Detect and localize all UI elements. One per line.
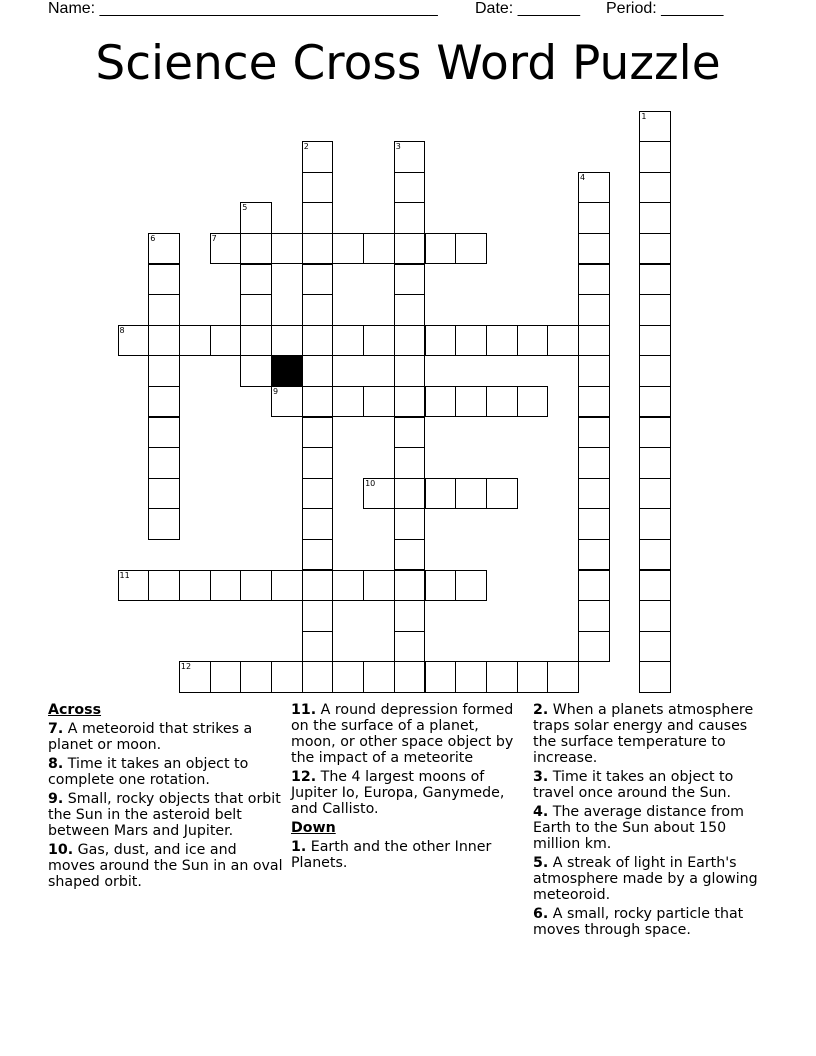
grid-cell[interactable] [486, 661, 518, 693]
grid-cell[interactable] [639, 264, 671, 296]
grid-cell[interactable] [639, 141, 671, 173]
grid-cell[interactable] [302, 294, 334, 326]
period-field[interactable]: Period: _______ [606, 0, 724, 17]
grid-cell[interactable] [578, 417, 610, 449]
grid-cell[interactable] [639, 539, 671, 571]
grid-cell[interactable] [455, 661, 487, 693]
grid-cell[interactable] [578, 478, 610, 510]
across-clue-list-continued [291, 702, 527, 817]
grid-cell[interactable] [425, 386, 457, 418]
grid-cell[interactable] [639, 631, 671, 663]
clue-number: 3 [395, 142, 401, 152]
grid-cell[interactable] [394, 447, 426, 479]
grid-cell[interactable] [118, 325, 150, 357]
clue-item-number: 12. [291, 769, 317, 785]
grid-cell[interactable] [394, 478, 426, 510]
grid-cell[interactable] [394, 202, 426, 234]
grid-cell[interactable] [302, 264, 334, 296]
clue-item-text: A small, rocky particle that moves through space. [533, 906, 744, 938]
grid-cell[interactable] [394, 172, 426, 204]
grid-cell[interactable] [639, 325, 671, 357]
grid-cell[interactable] [148, 570, 180, 602]
grid-cell[interactable] [240, 325, 272, 357]
clue-item-text: The average distance from Earth to the Sun about 150 million km. [533, 804, 744, 852]
grid-cell[interactable] [240, 233, 272, 265]
grid-cell[interactable] [148, 294, 180, 326]
grid-cell[interactable] [639, 294, 671, 326]
grid-cell[interactable] [425, 661, 457, 693]
grid-cell[interactable] [394, 264, 426, 296]
grid-cell[interactable] [578, 570, 610, 602]
clue-item-number: 4. [533, 804, 549, 820]
clues-column-1 [48, 702, 284, 893]
clues-column-2 [291, 702, 527, 874]
grid-cell[interactable] [425, 570, 457, 602]
clue-item [48, 756, 284, 788]
page-title: Science Cross Word Puzzle [95, 36, 721, 91]
grid-cell[interactable] [271, 386, 303, 418]
grid-cell[interactable] [332, 570, 364, 602]
grid-cell[interactable] [118, 570, 150, 602]
clue-item [48, 842, 284, 890]
down-clue-list-continued [533, 702, 773, 938]
grid-cell[interactable] [302, 202, 334, 234]
grid-cell[interactable] [455, 570, 487, 602]
clue-number: 7 [211, 233, 217, 243]
grid-cell[interactable] [639, 233, 671, 265]
clue-item-text: A round depression formed on the surface of a planet, moon, or other space object by the impact of a meteorite [291, 702, 514, 766]
down-heading: Down [291, 820, 336, 836]
grid-cell[interactable] [394, 325, 426, 357]
grid-cell[interactable] [148, 233, 180, 265]
grid-cell[interactable] [302, 325, 334, 357]
grid-cell[interactable] [394, 233, 426, 265]
clue-item [533, 769, 773, 801]
grid-cell[interactable] [332, 325, 364, 357]
grid-cell[interactable] [240, 294, 272, 326]
grid-cell[interactable] [302, 631, 334, 663]
grid-cell[interactable] [394, 661, 426, 693]
grid-cell[interactable] [639, 417, 671, 449]
grid-cell[interactable] [302, 417, 334, 449]
clue-number: 8 [119, 325, 125, 335]
grid-cell[interactable] [210, 570, 242, 602]
clue-item-number: 6. [533, 906, 549, 922]
grid-cell[interactable] [394, 570, 426, 602]
grid-cell[interactable] [271, 570, 303, 602]
grid-cell[interactable] [179, 661, 211, 693]
clue-item-number: 9. [48, 791, 64, 807]
grid-cell[interactable] [578, 294, 610, 326]
grid-cell[interactable] [547, 325, 579, 357]
clue-number: 9 [273, 386, 279, 396]
grid-cell[interactable] [578, 539, 610, 571]
grid-cell[interactable] [639, 202, 671, 234]
grid-cell[interactable] [240, 202, 272, 234]
clue-item-text: Time it takes an object to travel once around the Sun. [533, 769, 734, 801]
clue-item-number: 8. [48, 756, 64, 772]
clue-item [533, 855, 773, 903]
clue-item-text: Time it takes an object to complete one rotation. [48, 756, 249, 788]
grid-cell[interactable] [210, 325, 242, 357]
clue-item [533, 906, 773, 938]
clue-number: 5 [242, 203, 248, 213]
clue-number: 12 [180, 662, 192, 672]
date-field[interactable]: Date: _______ [475, 0, 580, 17]
grid-cell[interactable] [578, 447, 610, 479]
clue-item-text: When a planets atmosphere traps solar energy and causes the surface temperature to increase. [533, 702, 754, 766]
grid-cell[interactable] [302, 508, 334, 540]
grid-cell[interactable] [363, 233, 395, 265]
grid-cell[interactable] [394, 386, 426, 418]
grid-cell[interactable] [639, 661, 671, 693]
grid-cell[interactable] [394, 539, 426, 571]
grid-cell[interactable] [578, 233, 610, 265]
grid-cell[interactable] [240, 661, 272, 693]
clue-item [291, 839, 527, 871]
grid-cell[interactable] [517, 325, 549, 357]
grid-cell[interactable] [148, 355, 180, 387]
grid-cell[interactable] [271, 325, 303, 357]
clue-item-text: Gas, dust, and ice and moves around the Sun in an oval shaped orbit. [48, 842, 283, 890]
clue-item-text: A streak of light in Earth's atmosphere made by a glowing meteoroid. [533, 855, 758, 903]
clue-item [533, 804, 773, 852]
grid-cell[interactable] [394, 600, 426, 632]
grid-cell[interactable] [639, 172, 671, 204]
grid-cell[interactable] [332, 661, 364, 693]
grid-cell[interactable] [517, 661, 549, 693]
grid-cell[interactable] [210, 661, 242, 693]
grid-cell[interactable] [302, 386, 334, 418]
clue-item-number: 11. [291, 702, 317, 718]
clue-item-number: 2. [533, 702, 549, 718]
name-field[interactable]: Name: ______________________________________ [48, 0, 438, 17]
grid-cell[interactable] [425, 478, 457, 510]
grid-cell[interactable] [578, 325, 610, 357]
grid-cell[interactable] [578, 202, 610, 234]
clue-item-text: A meteoroid that strikes a planet or moon. [48, 721, 253, 753]
grid-cell[interactable] [639, 355, 671, 387]
grid-cell[interactable] [394, 631, 426, 663]
grid-cell[interactable] [578, 508, 610, 540]
grid-cell[interactable] [302, 355, 334, 387]
grid-cell[interactable] [148, 264, 180, 296]
clue-item [533, 702, 773, 766]
clue-item [291, 702, 527, 766]
clue-item [48, 791, 284, 839]
grid-cell[interactable] [639, 386, 671, 418]
grid-cell[interactable] [394, 355, 426, 387]
grid-cell[interactable] [271, 661, 303, 693]
grid-cell[interactable] [302, 600, 334, 632]
grid-cell[interactable] [148, 386, 180, 418]
clue-item-number: 10. [48, 842, 74, 858]
grid-cell[interactable] [639, 447, 671, 479]
grid-cell[interactable] [363, 570, 395, 602]
grid-cell[interactable] [425, 325, 457, 357]
clue-number: 4 [580, 172, 586, 182]
grid-cell[interactable] [302, 447, 334, 479]
grid-cell[interactable] [148, 508, 180, 540]
grid-cell[interactable] [363, 661, 395, 693]
clue-item [291, 769, 527, 817]
clue-number: 11 [119, 570, 130, 580]
clue-number: 1 [641, 111, 647, 121]
clue-item-text: The 4 largest moons of Jupiter Io, Europa, Ganymede, and Callisto. [291, 769, 505, 817]
clue-number: 2 [303, 142, 309, 152]
grid-cell[interactable] [455, 233, 487, 265]
grid-cell[interactable] [363, 386, 395, 418]
grid-cell[interactable] [578, 172, 610, 204]
grid-cell[interactable] [363, 325, 395, 357]
grid-cell[interactable] [639, 570, 671, 602]
grid-cell[interactable] [425, 233, 457, 265]
grid-cell[interactable] [486, 478, 518, 510]
grid-cell[interactable] [179, 325, 211, 357]
grid-cell[interactable] [639, 111, 671, 143]
grid-cell[interactable] [394, 141, 426, 173]
grid-cell[interactable] [148, 325, 180, 357]
grid-cell[interactable] [302, 141, 334, 173]
grid-cell[interactable] [332, 233, 364, 265]
grid-cell[interactable] [210, 233, 242, 265]
grid-cell[interactable] [302, 539, 334, 571]
grid-cell[interactable] [148, 447, 180, 479]
grid-cell[interactable] [363, 478, 395, 510]
down-clue-list [291, 839, 527, 871]
grid-cell[interactable] [394, 294, 426, 326]
clue-item-text: Earth and the other Inner Planets. [291, 839, 492, 871]
grid-cell[interactable] [517, 386, 549, 418]
grid-cell[interactable] [455, 325, 487, 357]
grid-cell[interactable] [302, 661, 334, 693]
grid-cell[interactable] [639, 600, 671, 632]
grid-cell[interactable] [394, 417, 426, 449]
grid-cell[interactable] [578, 355, 610, 387]
clue-number: 6 [150, 233, 156, 243]
clue-item-number: 5. [533, 855, 549, 871]
grid-cell[interactable] [271, 233, 303, 265]
clue-number: 10 [365, 478, 376, 488]
grid-cell[interactable] [302, 570, 334, 602]
clue-item-number: 3. [533, 769, 549, 785]
grid-cell[interactable] [394, 508, 426, 540]
across-clue-list [48, 721, 284, 890]
grid-cell[interactable] [332, 386, 364, 418]
grid-cell[interactable] [240, 570, 272, 602]
clue-item-text: Small, rocky objects that orbit the Sun in the asteroid belt between Mars and Jupiter. [48, 791, 281, 839]
clue-item [48, 721, 284, 753]
grid-cell[interactable] [302, 478, 334, 510]
grid-cell[interactable] [578, 386, 610, 418]
grid-cell[interactable] [547, 661, 579, 693]
grid-cell[interactable] [639, 508, 671, 540]
grid-cell[interactable] [302, 233, 334, 265]
across-heading: Across [48, 702, 102, 718]
grid-cell[interactable] [486, 386, 518, 418]
grid-cell[interactable] [578, 600, 610, 632]
clue-item-number: 1. [291, 839, 307, 855]
grid-cell[interactable] [578, 631, 610, 663]
grid-cell[interactable] [639, 478, 671, 510]
grid-cell[interactable] [455, 478, 487, 510]
grid-cell[interactable] [148, 417, 180, 449]
grid-cell[interactable] [302, 172, 334, 204]
clues-column-3 [533, 702, 773, 941]
grid-cell[interactable] [240, 355, 272, 387]
grid-cell[interactable] [148, 478, 180, 510]
black-cell [271, 355, 303, 387]
grid-cell[interactable] [179, 570, 211, 602]
grid-cell[interactable] [486, 325, 518, 357]
grid-cell[interactable] [578, 264, 610, 296]
clue-item-number: 7. [48, 721, 64, 737]
grid-cell[interactable] [455, 386, 487, 418]
grid-cell[interactable] [240, 264, 272, 296]
